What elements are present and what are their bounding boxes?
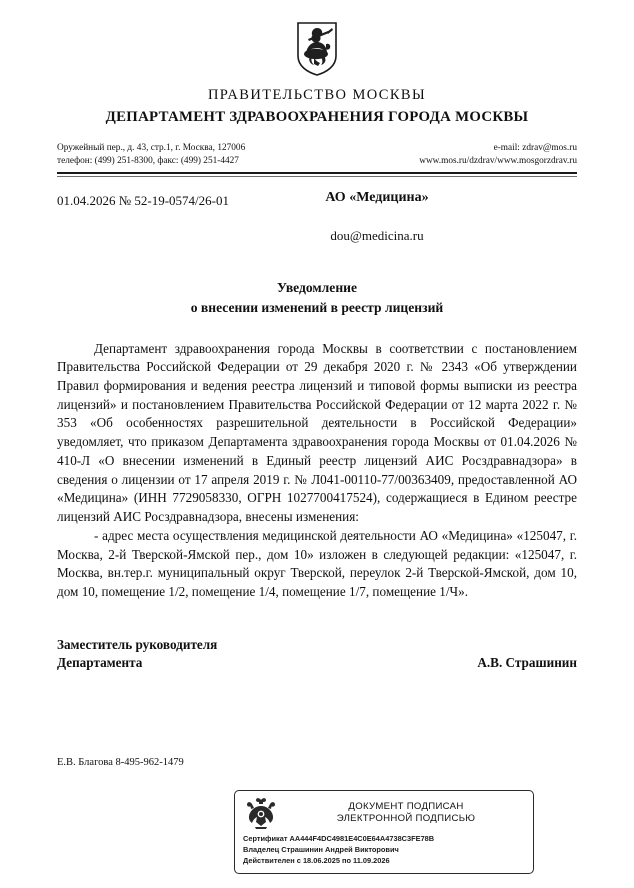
signature-block: [57, 636, 577, 672]
body-paragraph-2: - адрес места осуществления медицинской деятельности АО «Медицина» «125047, г. Москва, 2-й Тверской-Ямской пер., дом 10» изложен в следующей редакции: «125047, г. Москва, вн.тер.г. муниципальный округ Тверской, переулок 2-й Тверской-Ямской, дом 10, дом 10, помещение 1/2, помещение 1/4, помещение 1/7, помещение 1/Ч».: [57, 527, 577, 600]
website-address: www.mos.ru/dzdrav/www.mosgorzdrav.ru: [419, 155, 577, 166]
letterhead-contacts: [57, 142, 577, 167]
document-reference: 01.04.2026 № 52-19-0574/26-01: [57, 193, 230, 209]
stamp-title-line2: ЭЛЕКТРОННОЙ ПОДПИСЬЮ: [336, 813, 476, 824]
contacts-right: [419, 142, 577, 167]
page-title: [0, 278, 634, 317]
signatory-position-line2: Департамента: [57, 654, 143, 670]
electronic-signature-stamp: [234, 790, 534, 874]
page-title-line1: Уведомление: [276, 280, 358, 296]
signatory-name: А.В. Страшинин: [477, 655, 577, 671]
government-title: ПРАВИТЕЛЬСТВО МОСКВЫ: [207, 87, 427, 103]
stamp-title-line1: ДОКУМЕНТ ПОДПИСАН: [348, 800, 464, 812]
department-title: ДЕПАРТАМЕНТ ЗДРАВООХРАНЕНИЯ ГОРОДА МОСКВЫ: [105, 109, 529, 125]
addressee-email: dou@medicina.ru: [330, 228, 424, 244]
stamp-owner: Владелец Страшинин Андрей Викторович: [243, 844, 399, 854]
document-body: [57, 340, 577, 602]
executor-contact: Е.В. Благова 8-495-962-1479: [57, 757, 184, 769]
stamp-certificate: Сертификат AA444F4DC4981E4C0E64A4738C3FE78B: [243, 834, 435, 843]
contacts-left: [57, 142, 245, 167]
stamp-title: [287, 801, 525, 826]
electronic-signature-stamp-container: [234, 790, 534, 874]
stamp-validity: Действителен с 18.06.2025 по 11.09.2026: [243, 855, 390, 865]
page-title-line2: о внесении изменений в реестр лицензий: [190, 299, 444, 315]
postal-address: Оружейный пер., д. 43, стр.1, г. Москва, 127006: [57, 143, 246, 153]
letterhead-emblem-container: [0, 0, 634, 81]
signatory-position: [57, 636, 217, 672]
addressee-organization: АО «Медицина»: [325, 190, 429, 206]
email-address: e-mail: zdrav@mos.ru: [493, 143, 577, 153]
phone-fax: телефон: (499) 251-8300, факс: (499) 251-4427: [57, 155, 239, 166]
signatory-position-line1: Заместитель руководителя: [57, 636, 218, 652]
stamp-details: [243, 834, 525, 867]
letterhead-divider: [57, 172, 577, 177]
body-paragraph-1: Департамент здравоохранения города Москвы в соответствии с постановлением Правительства Российской Федерации от 29 декабря 2020 г. № 2343 «Об утверждении Правил формирования и ведения реестра лицензий и типовой формы выписки из реестра лицензий» и постановлением Правительства Российской Федерации от 12 марта 2022 г. № 353 «Об особенностях разрешительной деятельности в Российской Федерации» уведомляет, что приказом Департамента здравоохранения города Москвы от 01.04.2026 № 410-Л «О внесении изменений в Единый реестр лицензий АИС Росздравнадзора» в сведения о лицензии от 17 апреля 2019 г. № Л041-00110-77/00363409, предоставленной АО «Медицина» (ИНН 7729058330, ОГРН 1027700417524), содержащиеся в Едином реестре лицензий АИС Росздравнадзора, внесены изменения:: [57, 340, 577, 525]
stamp-header: [243, 796, 525, 830]
double-headed-eagle-icon: [243, 796, 279, 830]
moscow-coat-of-arms-icon: [296, 22, 338, 76]
